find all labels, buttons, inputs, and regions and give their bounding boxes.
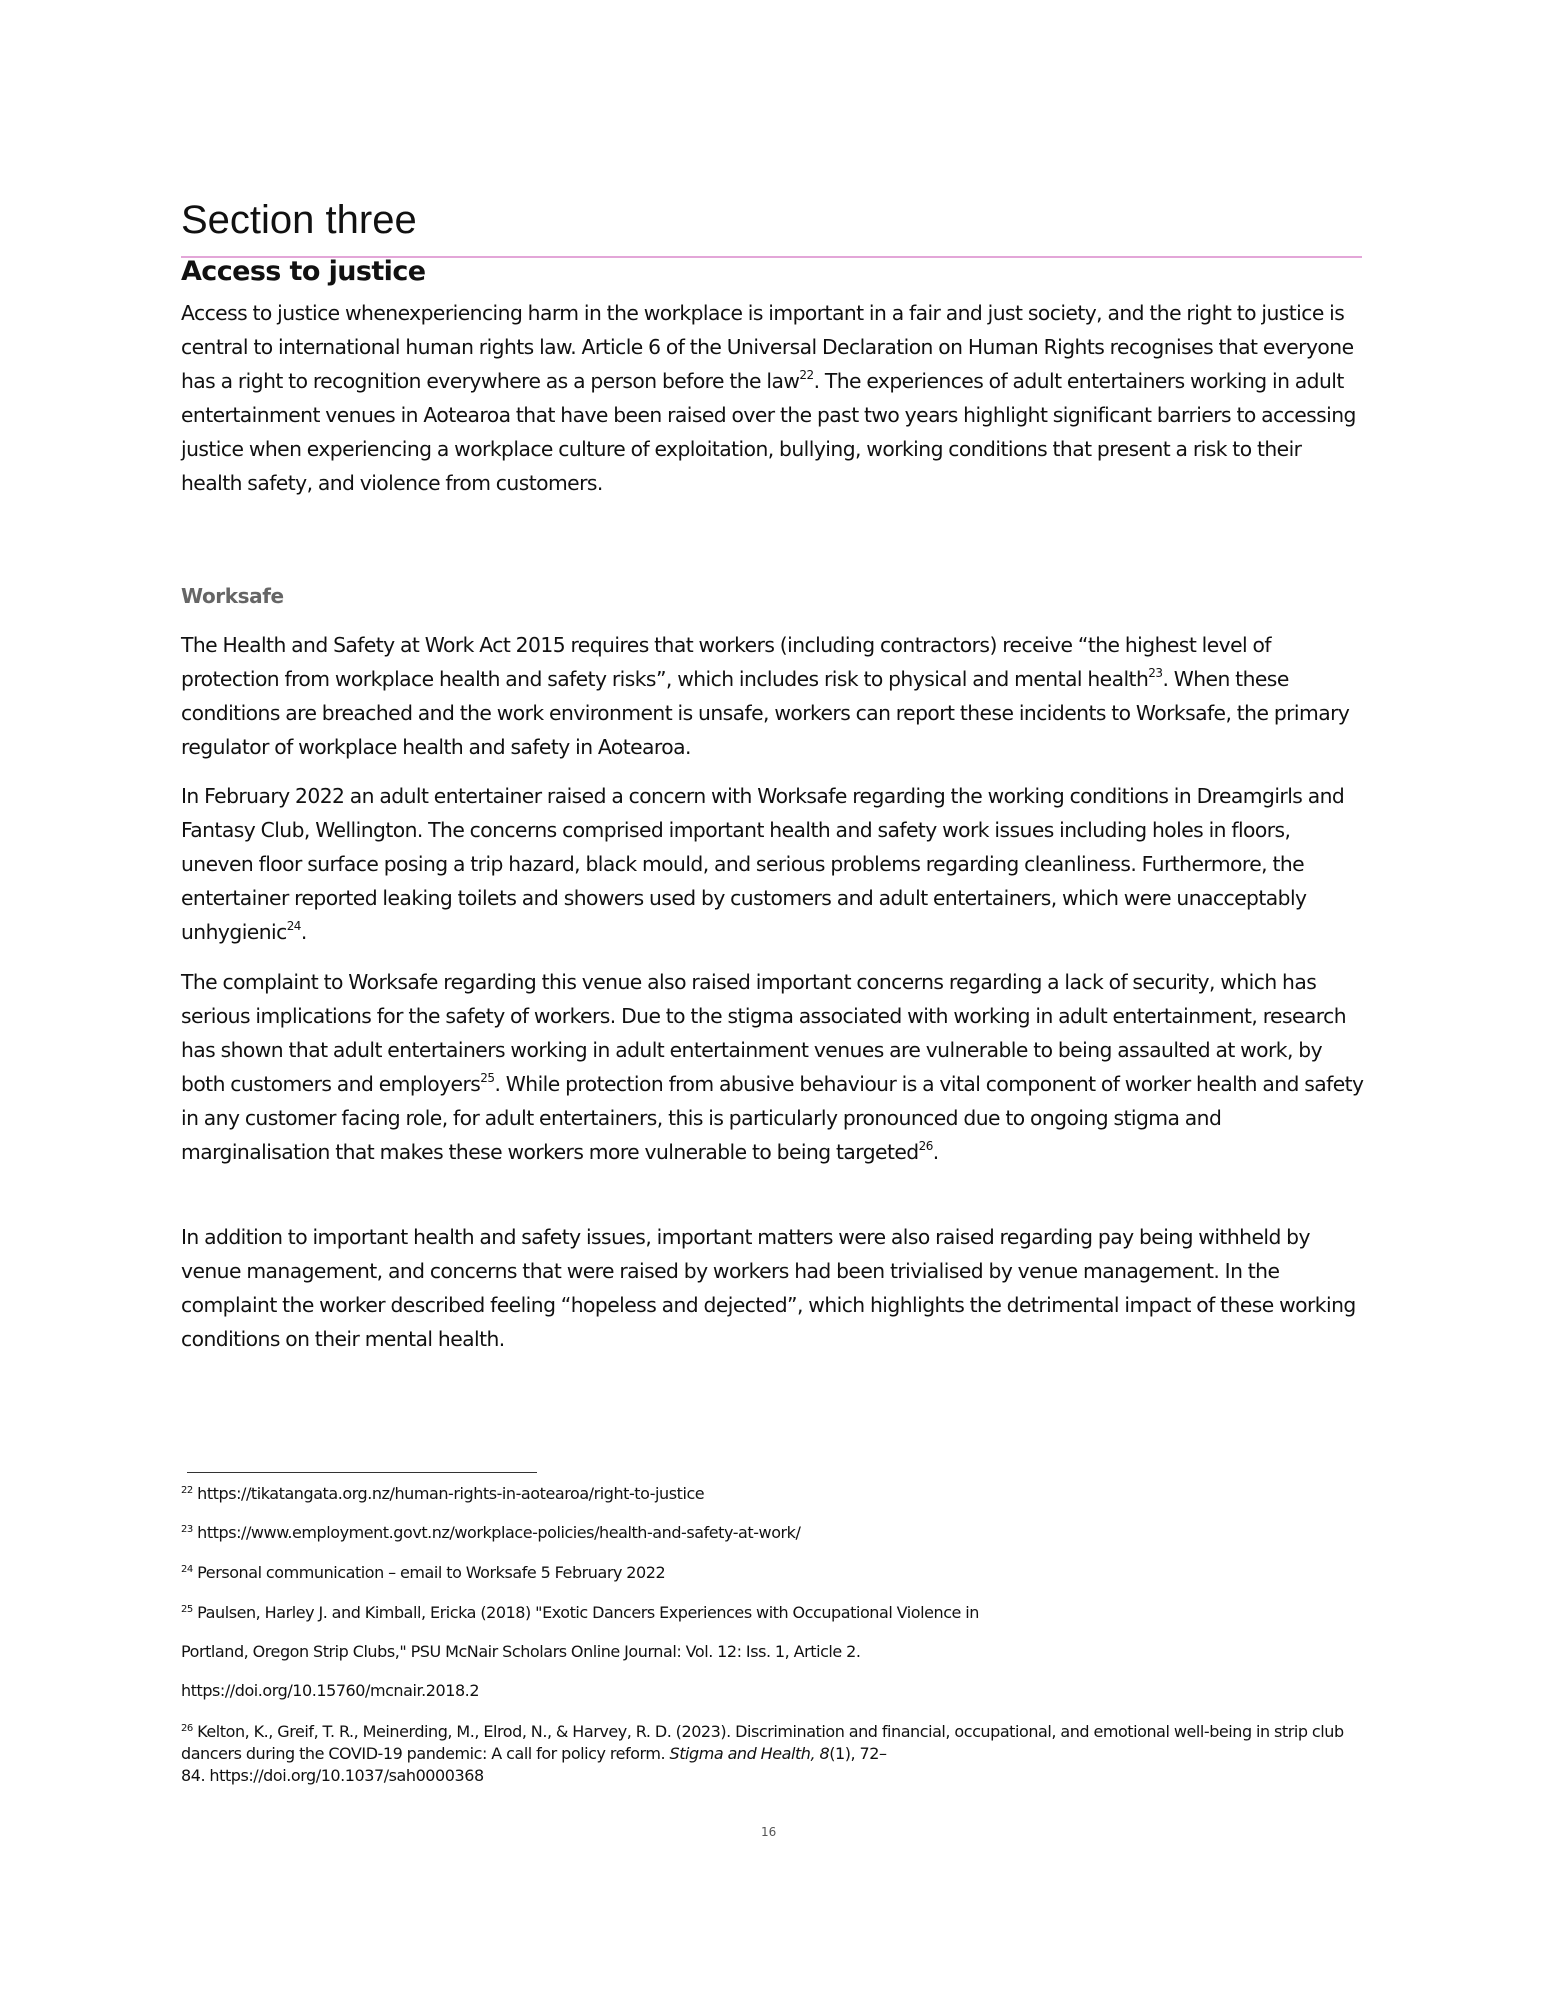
footnote-25	[181, 1602, 1371, 1624]
footnote-25-doi[interactable]: https://doi.org/10.15760/mcnair.2018.2	[181, 1681, 480, 1700]
page-heading: Access to justice	[181, 256, 426, 287]
footnote-26-doi[interactable]: 84. https://doi.org/10.1037/sah0000368	[181, 1766, 484, 1785]
footnote-link[interactable]: https://www.employment.govt.nz/workplace-policies/health-and-safety-at-work/	[197, 1523, 801, 1542]
paragraph-text-cont: . While protection from abusive behaviour is a vital component of worker health and safety in any customer facing role, for adult entertainers, this is particularly pronounced due to ongoing stigma and marginalisation that makes these workers more vulnerable to being targeted	[181, 1072, 1364, 1164]
footnote-ref-22[interactable]: 22	[799, 368, 814, 382]
footnote-text: Personal communication – email to Worksafe 5 February 2022	[197, 1563, 666, 1582]
footnote-26	[181, 1721, 1371, 1765]
footnote-ref-24[interactable]: 24	[286, 919, 301, 933]
paragraph-text: The Health and Safety at Work Act 2015 requires that workers (including contractors) receive “the highest level of protection from workplace health and safety risks”, which includes risk to physical and mental health	[181, 633, 1271, 691]
journal-title: Stigma and Health, 8	[669, 1744, 830, 1763]
footnote-ref-26[interactable]: 26	[918, 1139, 933, 1153]
intro-text-cont: . The experiences of adult entertainers working in adult entertainment venues in Aotearoa that have been raised over the past two years highlight significant barriers to accessing justice when experiencing a workplace culture of exploitation, bullying, working conditions that present a risk to their health safety, and violence from customers.	[181, 369, 1356, 495]
footnote-number: 25	[181, 1604, 193, 1615]
footnote-number: 24	[181, 1564, 193, 1575]
intro-paragraph	[181, 296, 1366, 500]
footnote-text-tail: (1), 72–	[829, 1744, 887, 1763]
footnote-text: Kelton, K., Greif, T. R., Meinerding, M., Elrod, N., & Harvey, R. D. (2023). Discrimination and financial, occupational, and emotional well-being in strip club dancers during the COVID-19 pandemic: A call for policy reform.	[181, 1722, 1344, 1763]
worksafe-paragraph-3	[181, 965, 1366, 1169]
worksafe-paragraph-4: In addition to important health and safety issues, important matters were also raised regarding pay being withheld by venue management, and concerns that were raised by workers had been trivialised by venue management. In the complaint the worker described feeling “hopeless and dejected”, which highlights the detrimental impact of these working conditions on their mental health.	[181, 1225, 1356, 1351]
intro-text: Access to justice whenexperiencing harm in the workplace is important in a fair and just society, and the right to justice is central to international human rights law. Article 6 of the Universal Declaration on Human Rights recognises that everyone has a right to recognition everywhere as a person before the law	[181, 301, 1354, 393]
footnote-25-line2: Portland, Oregon Strip Clubs," PSU McNair Scholars Online Journal: Vol. 12: Iss. 1, Article 2.	[181, 1642, 861, 1661]
footnote-link[interactable]: https://tikatangata.org.nz/human-rights-in-aotearoa/right-to-justice	[197, 1484, 705, 1503]
footnote-ref-23[interactable]: 23	[1148, 666, 1163, 680]
paragraph-text: In February 2022 an adult entertainer raised a concern with Worksafe regarding the working conditions in Dreamgirls and Fantasy Club, Wellington. The concerns comprised important health and safety work issues including holes in floors, uneven floor surface posing a trip hazard, black mould, and serious problems regarding cleanliness. Furthermore, the entertainer reported leaking toilets and showers used by customers and adult entertainers, which were unacceptably unhygienic	[181, 784, 1345, 944]
page-number: 16	[761, 1825, 777, 1839]
footnote-ref-25[interactable]: 25	[480, 1071, 495, 1085]
paragraph-text: The complaint to Worksafe regarding this venue also raised important concerns regarding a lack of security, which has serious implications for the safety of workers. Due to the stigma associated with working in adult entertainment, research has shown that adult entertainers working in adult entertainment venues are vulnerable to being assaulted at work, by both customers and employers	[181, 970, 1347, 1096]
paragraph-text-cont: . When these conditions are breached and the work environment is unsafe, workers can report these incidents to Worksafe, the primary regulator of workplace health and safety in Aotearoa.	[181, 667, 1350, 759]
footnote-separator	[187, 1472, 537, 1473]
footnote-22	[181, 1483, 1371, 1505]
footnote-number: 26	[181, 1723, 193, 1734]
footnote-number: 23	[181, 1524, 193, 1535]
footnote-text: Paulsen, Harley J. and Kimball, Ericka (2018) "Exotic Dancers Experiences with Occupational Violence in	[197, 1603, 979, 1622]
paragraph-text-end: .	[932, 1140, 939, 1164]
worksafe-paragraph-1	[181, 628, 1366, 764]
worksafe-paragraph-2	[181, 779, 1366, 949]
footnote-24	[181, 1562, 1371, 1584]
worksafe-subheading: Worksafe	[181, 584, 284, 608]
paragraph-text-cont: .	[300, 920, 307, 944]
footnote-23	[181, 1522, 1371, 1544]
section-title: Section three	[181, 198, 417, 242]
footnote-number: 22	[181, 1485, 193, 1496]
